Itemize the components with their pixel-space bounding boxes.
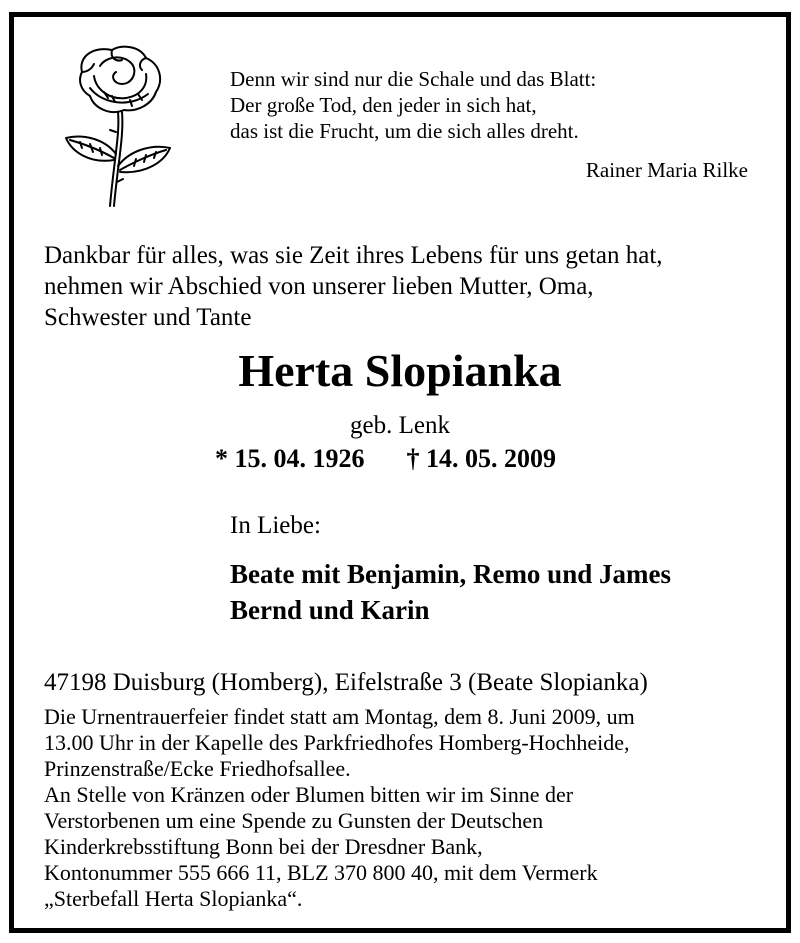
birth-date: * 15. 04. 1926 — [215, 444, 365, 473]
poem-quote — [230, 66, 596, 144]
details-line: Kinderkrebsstiftung Bonn bei der Dresdner Bank, — [44, 834, 483, 859]
mourners-list — [230, 556, 671, 628]
poem-line: Der große Tod, den jeder in sich hat, — [230, 93, 537, 117]
deceased-name: Herta Slopianka — [238, 345, 562, 396]
mourner-line: Bernd und Karin — [230, 595, 430, 625]
details-line: Die Urnentrauerfeier findet statt am Montag, dem 8. Juni 2009, um — [44, 704, 635, 729]
details-line: „Sterbefall Herta Slopianka“. — [44, 886, 303, 911]
family-address: 47198 Duisburg (Homberg), Eifelstraße 3 (Beate Slopianka) — [44, 669, 648, 696]
rose-icon — [60, 42, 175, 210]
intro-line: Schwester und Tante — [44, 304, 252, 331]
intro-line: Dankbar für alles, was sie Zeit ihres Lebens für uns getan hat, — [44, 242, 663, 269]
mourners-label: In Liebe: — [230, 512, 321, 539]
poem-line: das ist die Frucht, um die sich alles dreht. — [230, 119, 579, 143]
details-line: An Stelle von Kränzen oder Blumen bitten wir im Sinne der — [44, 782, 574, 807]
funeral-details — [44, 704, 635, 912]
poem-author: Rainer Maria Rilke — [585, 158, 748, 182]
death-date: † 14. 05. 2009 — [406, 444, 556, 473]
life-dates — [215, 444, 556, 474]
intro-line: nehmen wir Abschied von unserer lieben Mutter, Oma, — [44, 273, 594, 300]
details-line: Prinzenstraße/Ecke Friedhofsallee. — [44, 756, 351, 781]
details-line: 13.00 Uhr in der Kapelle des Parkfriedhofes Homberg-Hochheide, — [44, 730, 630, 755]
details-line: Kontonummer 555 666 11, BLZ 370 800 40, mit dem Vermerk — [44, 860, 598, 885]
intro-text — [44, 240, 663, 333]
details-line: Verstorbenen um eine Spende zu Gunsten der Deutschen — [44, 808, 544, 833]
poem-line: Denn wir sind nur die Schale und das Blatt: — [230, 67, 597, 91]
mourner-line: Beate mit Benjamin, Remo und James — [230, 559, 671, 589]
birth-name: geb. Lenk — [350, 412, 450, 439]
